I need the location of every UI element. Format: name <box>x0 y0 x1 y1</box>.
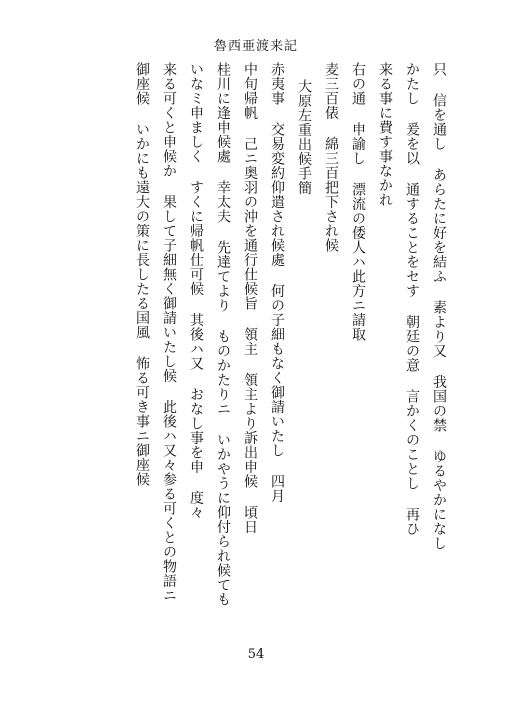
text-line-5: 麦三百俵 綿三百把下され候 <box>323 62 339 253</box>
text-line-9: 桂川に逢申候處 幸太夫 先達てより ものかたりニ いかやうに仰付られ候ても <box>215 62 231 607</box>
text-line-12: 御座候 いかにも遠大の策に長したる国風 怖る可き事ニ御座候 <box>134 62 150 487</box>
text-line-7: 赤夷事 交易変約仰遣され候處 何の子細もなく御請いたし 四月 <box>269 62 285 503</box>
vertical-text-block <box>62 62 452 607</box>
text-line-1: 只 信を通し あらたに好を結ふ 素より又 我国の禁 ゆるやかになし <box>431 62 447 551</box>
text-line-8: 中旬帰帆 己ニ奥羽の沖を通行仕候旨 領主 領主より訴出申候 頃日 <box>242 62 258 534</box>
running-header-title: 魯西亜渡来記 <box>213 39 298 54</box>
letter-heading: 大原左重出候手簡 <box>296 79 312 195</box>
text-line-4: 右の通 申諭し 漂流の倭人ハ此方ニ請取 <box>350 62 366 342</box>
page-number: 54 <box>247 647 265 662</box>
text-line-10: いなミ申ましく すくに帰帆仕可候 其後ハ又 おなし事を申 度々 <box>188 62 204 520</box>
text-line-3: 来る事に費す事なかれ <box>377 62 393 207</box>
text-line-11: 来る可くと申候か 果して子細無く御請いたし候 此後ハ又々参る可くとの物語ニ <box>161 62 177 603</box>
text-line-2: かたし 爰を以 通することをセす 朝廷の意 言かくのことし 再ひ <box>404 62 420 536</box>
